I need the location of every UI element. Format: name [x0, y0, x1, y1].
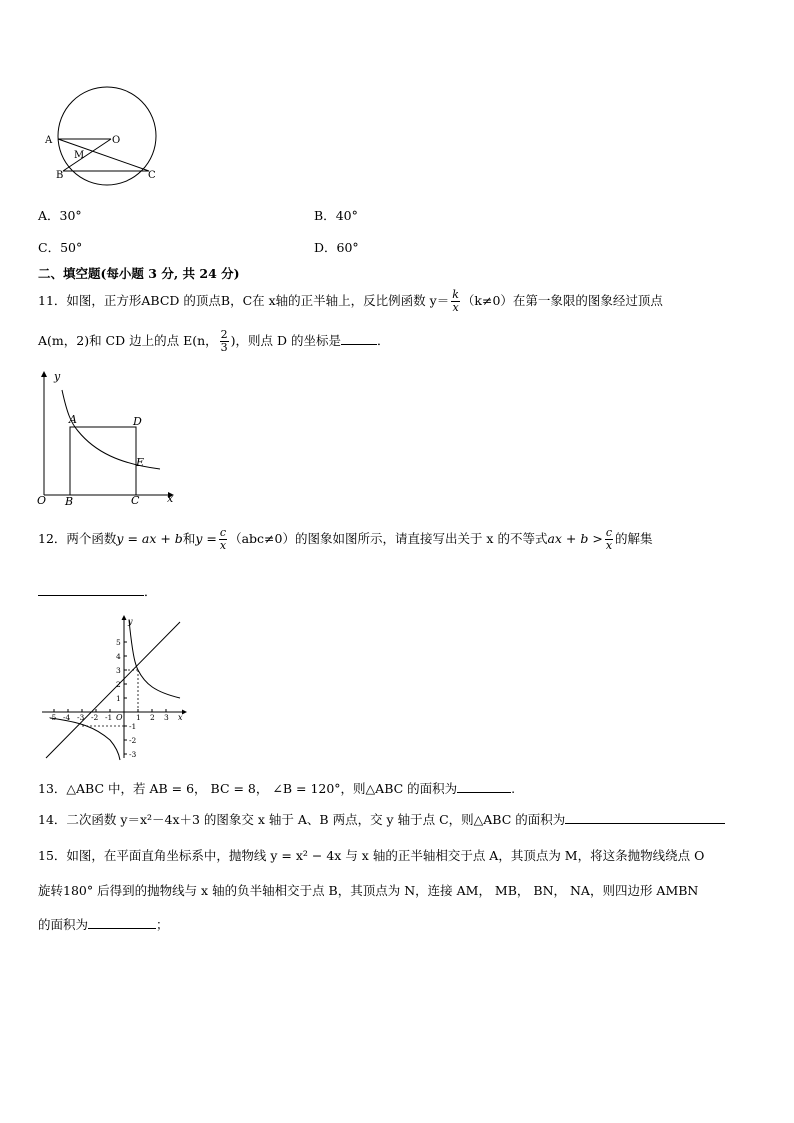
section-title: 二、填空题(每小题 3 分, 共 24 分): [38, 266, 240, 281]
q13-answer-blank[interactable]: [457, 779, 511, 793]
label-O: O: [112, 135, 121, 146]
q12-line1: 12．两个函数y = ax + b和y = $\frac{c}{x}$ （abc≠0）的图象如图所示，请直接写出关于 x 的不等式ax + b > $\frac{c}{x}$ 的解集: [38, 526, 653, 552]
option-d: D．60°: [314, 240, 359, 255]
q11-line1: 11．如图，正方形ABCD 的顶点B，C在 x轴的正半轴上，反比例函数 y＝ $\frac{k}{x}$ （k≠0）在第一象限的图象经过顶点: [38, 288, 663, 314]
option-c: C．50°: [38, 240, 83, 255]
q11-graph: [35, 368, 180, 508]
label-M: M: [74, 150, 85, 161]
svg-text:-5: -5: [49, 713, 57, 722]
option-b: B．40°: [314, 208, 358, 223]
point-A-label: A: [69, 413, 77, 426]
svg-text:-2: -2: [129, 736, 137, 745]
axis-y-label: y: [54, 370, 61, 383]
q15-answer-blank[interactable]: [88, 915, 156, 929]
label-B: B: [56, 170, 64, 181]
svg-text:-4: -4: [63, 713, 71, 722]
q12-axis-y: y: [128, 617, 133, 626]
q14-answer-blank[interactable]: [565, 810, 725, 824]
svg-text:-3: -3: [129, 750, 137, 759]
option-a: A．30°: [38, 208, 82, 223]
q12-origin: O: [116, 713, 123, 722]
q14: 14．二次函数 y＝x²－4x＋3 的图象交 x 轴于 A、B 两点，交 y 轴于点 C，则△ABC 的面积为: [38, 810, 725, 829]
svg-text:3: 3: [164, 713, 169, 722]
svg-text:2: 2: [150, 713, 155, 722]
label-A: A: [45, 135, 53, 146]
circle-figure: [38, 86, 163, 186]
q12-axis-x: x: [178, 713, 183, 722]
point-D-label: D: [133, 415, 142, 428]
svg-text:2: 2: [116, 680, 121, 689]
q13: 13．△ABC 中，若 AB = 6， BC = 8， ∠B = 120°，则△ABC 的面积为 .: [38, 781, 516, 796]
label-C: C: [148, 170, 156, 181]
q15-line2: 旋转180° 后得到的抛物线与 x 轴的负半轴相交于点 B，其顶点为 N，连接 AM， MB， BN， NA，则四边形 AMBN: [38, 883, 699, 898]
q12-answer-blank[interactable]: [38, 582, 144, 596]
svg-text:-1: -1: [129, 722, 137, 731]
svg-text:-2: -2: [91, 713, 99, 722]
origin-label: O: [37, 494, 47, 507]
point-B-label: B: [65, 495, 74, 508]
svg-text:-1: -1: [105, 713, 113, 722]
q12-line2: ．: [38, 582, 157, 601]
q12-graph: [40, 612, 190, 762]
svg-text:3: 3: [116, 666, 121, 675]
q11-answer-blank[interactable]: [341, 331, 377, 345]
axis-x-label: x: [167, 492, 174, 505]
q15-line1: 15．如图，在平面直角坐标系中，抛物线 y = x² − 4x 与 x 轴的正半轴相交于点 A，其顶点为 M，将这条抛物线绕点 O: [38, 848, 705, 863]
svg-text:4: 4: [116, 652, 121, 661]
svg-text:5: 5: [116, 638, 121, 647]
point-C-label: C: [131, 494, 140, 507]
q11-line2: A(m，2)和 CD 边上的点 E(n， $\frac{2}{3}$ )，则点 D 的坐标是 ．: [38, 328, 390, 354]
svg-text:1: 1: [116, 694, 121, 703]
svg-text:1: 1: [136, 713, 141, 722]
q15-line3: 的面积为 ；: [38, 917, 169, 932]
point-E-label: E: [136, 456, 145, 469]
svg-text:-3: -3: [77, 713, 85, 722]
